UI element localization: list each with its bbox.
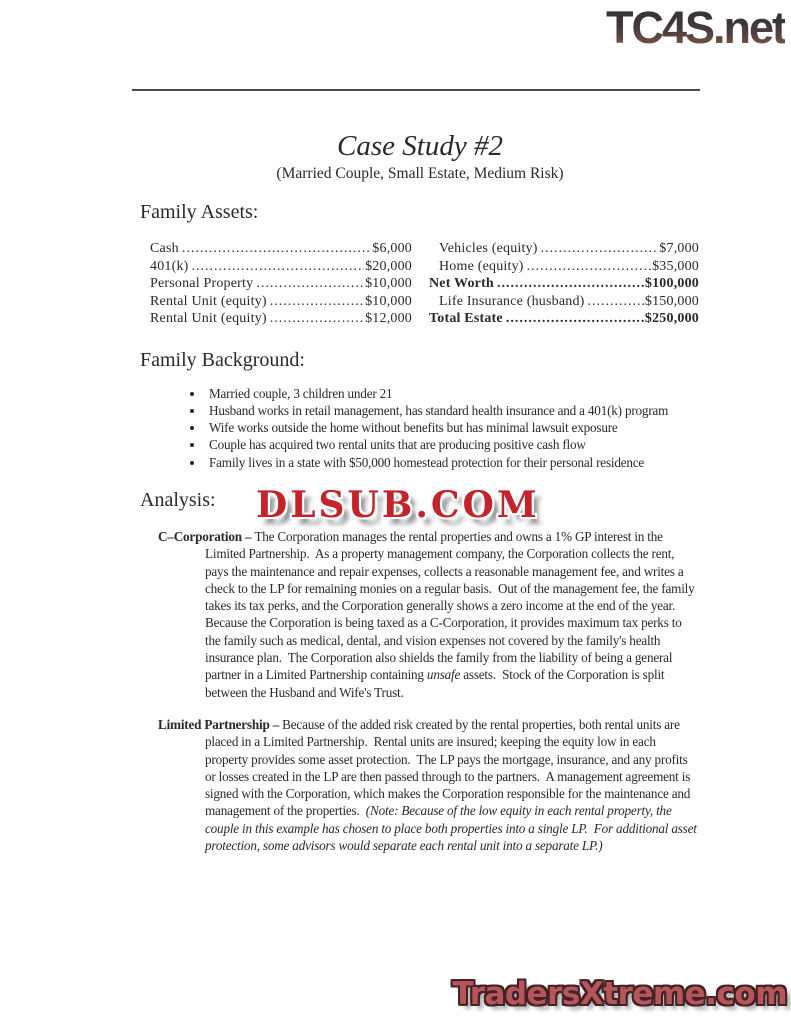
- dot-leader: [270, 293, 364, 311]
- asset-value: $10,000: [365, 293, 412, 309]
- asset-value: $35,000: [652, 258, 699, 274]
- analysis-paragraph: [140, 528, 700, 701]
- asset-value: $20,000: [365, 258, 412, 274]
- family-assets-heading: Family Assets:: [140, 201, 259, 223]
- asset-row: [429, 293, 699, 311]
- analysis-paragraphs: [140, 528, 700, 854]
- paragraph-lead-label: Limited Partnership –: [158, 716, 283, 732]
- paragraph-body: Because of the added risk created by the rental properties, both rental units are placed in a Limited Partnership. Rental units are insured; keeping the equity low in each property provides some asset protection. The LP pays the mortgage, insurance, and any profits or losses created in the LP are then passed through to the partners. A management agreement is signed with the Corporation, which makes the Corporation responsible for the maintenance and management of the properties.: [205, 716, 694, 819]
- background-bullet: • Married couple, 3 children under 21: [205, 385, 700, 402]
- asset-label: Life Insurance (husband): [439, 293, 585, 309]
- family-background-heading: Family Background:: [140, 348, 305, 371]
- paragraph-italic-segment: (Note: Because of the low equity in each rental property, the couple in this example has chosen to place both properties into a single LP. For additional asset protection, some advisors would separate each rental unit into a separate LP.): [205, 803, 700, 854]
- asset-value: $10,000: [365, 276, 412, 291]
- asset-value: $7,000: [659, 241, 699, 256]
- paragraph-lead-label: C–Corporation –: [158, 528, 255, 544]
- analysis-paragraph: [140, 716, 700, 854]
- tradersxtreme-watermark: TradersXtreme.com: [452, 976, 787, 1012]
- asset-row: [429, 240, 699, 258]
- asset-label: Rental Unit (equity): [150, 293, 267, 309]
- assets-column-left: [150, 240, 412, 328]
- asset-value: $12,000: [365, 311, 412, 326]
- background-bullet: • Couple has acquired two rental units that are producing positive cash flow: [205, 436, 700, 453]
- document-content: [140, 0, 700, 854]
- dot-leader: [182, 240, 371, 258]
- background-bullet: • Wife works outside the home without benefits but has minimal lawsuit exposure: [205, 419, 700, 436]
- page-title: Case Study #2: [337, 130, 503, 162]
- background-bullet: • Husband works in retail management, has standard health insurance and a 401(k) program: [205, 402, 700, 419]
- asset-label: Personal Property: [150, 276, 254, 291]
- paragraph-body-after: assets. Stock of the Corporation is split between the Husband and Wife's Trust.: [205, 667, 668, 700]
- asset-row: [150, 275, 412, 293]
- tc4s-watermark-logo: TC4S.net: [605, 2, 785, 53]
- asset-row: [150, 240, 412, 258]
- dot-leader: [497, 275, 644, 293]
- dot-leader: [588, 293, 644, 311]
- asset-label: Total Estate: [429, 311, 503, 326]
- asset-value: $100,000: [644, 276, 699, 291]
- asset-row: [429, 258, 699, 276]
- family-assets-table: [150, 240, 700, 328]
- asset-row: [150, 258, 412, 276]
- asset-row: [429, 310, 699, 328]
- paragraph-italic-segment: unsafe: [426, 667, 461, 683]
- dot-leader: [541, 240, 659, 258]
- assets-column-right: [429, 240, 699, 328]
- asset-row: [150, 310, 412, 328]
- asset-label: Cash: [150, 241, 179, 256]
- asset-label: Net Worth: [429, 276, 494, 291]
- dot-leader: [527, 258, 651, 276]
- asset-value: $150,000: [644, 293, 699, 309]
- dlsub-watermark: DLSUB.COM: [256, 484, 540, 526]
- asset-label: 401(k): [150, 258, 189, 274]
- asset-row: [429, 275, 699, 293]
- asset-label: Rental Unit (equity): [150, 311, 267, 326]
- dot-leader: [256, 275, 364, 293]
- asset-value: $250,000: [644, 311, 699, 326]
- analysis-heading: Analysis:: [140, 488, 216, 511]
- page-subtitle: (Married Couple, Small Estate, Medium Risk): [276, 165, 564, 182]
- dot-leader: [506, 310, 644, 328]
- family-background-list: [140, 385, 700, 471]
- asset-value: $6,000: [372, 241, 412, 256]
- asset-label: Home (equity): [439, 258, 524, 274]
- dot-leader: [192, 258, 365, 276]
- paragraph-body: The Corporation manages the rental properties and owns a 1% GP interest in the Limited Partnership. As a property management company, the Corporation collects the rent, pays the maintenance and repair expenses, collects a reasonable management fee, and writes a check to the LP for remaining monies on a regular basis. Out of the management fee, the family takes its tax perks, and the Corporation generally shows a zero income at the end of the year. Because the Corporation is being taxed as a C-Corporation, it provides maximum tax perks to the family such as medical, dental, and vision expenses not covered by the family's health insurance plan. The Corporation also shields the family from the liability of being a general partner in a Limited Partnership containing: [205, 528, 698, 683]
- asset-row: [150, 293, 412, 311]
- dot-leader: [270, 310, 364, 328]
- asset-label: Vehicles (equity): [439, 241, 538, 256]
- background-bullet: • Family lives in a state with $50,000 homestead protection for their personal residence: [205, 454, 700, 471]
